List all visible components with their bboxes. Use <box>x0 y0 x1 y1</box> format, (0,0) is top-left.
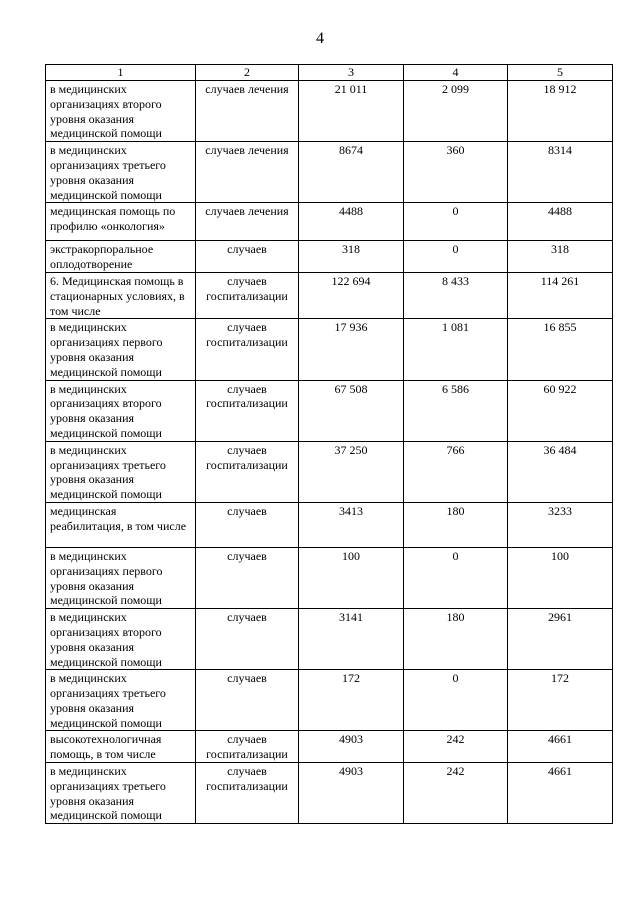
header-row <box>46 65 613 81</box>
row-value-col4: 242 <box>404 731 508 763</box>
row-unit-cell: случаев госпитализации <box>196 763 299 824</box>
row-name-cell: 6. Медицинская помощь в стационарных условиях, в том числе <box>46 272 196 318</box>
table-row <box>46 142 613 203</box>
row-value-col4: 8 433 <box>404 272 508 318</box>
row-unit-cell: случаев госпитализации <box>196 319 299 380</box>
row-name-cell: высокотехнологичная помощь, в том числе <box>46 731 196 763</box>
row-value-col4: 0 <box>404 670 508 731</box>
table-row <box>46 731 613 763</box>
table-row <box>46 81 613 142</box>
column-header-1: 1 <box>46 65 196 81</box>
row-name-cell: в медицинских организациях первого уровня оказания медицинской помощи <box>46 547 196 608</box>
table-row <box>46 272 613 318</box>
table-row <box>46 670 613 731</box>
table-row <box>46 380 613 441</box>
row-value-col4: 766 <box>404 441 508 502</box>
row-value-col4: 0 <box>404 203 508 241</box>
column-header-3: 3 <box>299 65 404 81</box>
column-header-4: 4 <box>404 65 508 81</box>
row-value-col5: 2961 <box>508 609 613 670</box>
row-value-col5: 36 484 <box>508 441 613 502</box>
row-value-col5: 4661 <box>508 763 613 824</box>
column-header-2: 2 <box>196 65 299 81</box>
row-name-cell: в медицинских организациях третьего уровня оказания медицинской помощи <box>46 670 196 731</box>
table-row <box>46 609 613 670</box>
row-value-col3: 4903 <box>299 763 404 824</box>
row-name-cell: в медицинских организациях второго уровня оказания медицинской помощи <box>46 81 196 142</box>
row-value-col5: 16 855 <box>508 319 613 380</box>
row-unit-cell: случаев госпитализации <box>196 731 299 763</box>
row-value-col5: 18 912 <box>508 81 613 142</box>
row-value-col5: 100 <box>508 547 613 608</box>
row-name-cell: экстракорпоральное оплодотворение <box>46 241 196 273</box>
table-row <box>46 502 613 547</box>
row-name-cell: в медицинских организациях третьего уровня оказания медицинской помощи <box>46 142 196 203</box>
row-unit-cell: случаев <box>196 502 299 547</box>
row-value-col4: 0 <box>404 547 508 608</box>
row-value-col4: 360 <box>404 142 508 203</box>
row-unit-cell: случаев <box>196 670 299 731</box>
row-value-col3: 37 250 <box>299 441 404 502</box>
row-value-col3: 3141 <box>299 609 404 670</box>
row-value-col3: 4488 <box>299 203 404 241</box>
row-unit-cell: случаев лечения <box>196 203 299 241</box>
data-table <box>45 64 613 824</box>
row-unit-cell: случаев госпитализации <box>196 441 299 502</box>
row-unit-cell: случаев <box>196 547 299 608</box>
row-value-col5: 8314 <box>508 142 613 203</box>
row-name-cell: в медицинских организациях второго уровня оказания медицинской помощи <box>46 380 196 441</box>
row-name-cell: медицинская реабилитация, в том числе <box>46 502 196 547</box>
row-value-col3: 318 <box>299 241 404 273</box>
table-body <box>46 81 613 824</box>
table-row <box>46 203 613 241</box>
row-name-cell: в медицинских организациях третьего уровня оказания медицинской помощи <box>46 763 196 824</box>
row-value-col3: 100 <box>299 547 404 608</box>
row-value-col3: 172 <box>299 670 404 731</box>
row-value-col4: 2 099 <box>404 81 508 142</box>
row-value-col3: 122 694 <box>299 272 404 318</box>
table-row <box>46 441 613 502</box>
row-value-col4: 242 <box>404 763 508 824</box>
row-value-col4: 180 <box>404 609 508 670</box>
row-value-col4: 180 <box>404 502 508 547</box>
row-value-col4: 0 <box>404 241 508 273</box>
row-value-col5: 114 261 <box>508 272 613 318</box>
row-value-col4: 1 081 <box>404 319 508 380</box>
row-value-col3: 21 011 <box>299 81 404 142</box>
row-value-col5: 3233 <box>508 502 613 547</box>
row-unit-cell: случаев лечения <box>196 81 299 142</box>
row-unit-cell: случаев <box>196 241 299 273</box>
table-row <box>46 241 613 273</box>
row-unit-cell: случаев <box>196 609 299 670</box>
row-name-cell: в медицинских организациях второго уровня оказания медицинской помощи <box>46 609 196 670</box>
row-value-col5: 60 922 <box>508 380 613 441</box>
table-row <box>46 763 613 824</box>
table-row <box>46 319 613 380</box>
row-unit-cell: случаев госпитализации <box>196 272 299 318</box>
column-header-5: 5 <box>508 65 613 81</box>
row-value-col5: 4488 <box>508 203 613 241</box>
row-unit-cell: случаев лечения <box>196 142 299 203</box>
row-name-cell: в медицинских организациях первого уровня оказания медицинской помощи <box>46 319 196 380</box>
row-value-col3: 8674 <box>299 142 404 203</box>
row-value-col5: 4661 <box>508 731 613 763</box>
row-value-col5: 318 <box>508 241 613 273</box>
row-unit-cell: случаев госпитализации <box>196 380 299 441</box>
row-value-col3: 3413 <box>299 502 404 547</box>
row-value-col3: 67 508 <box>299 380 404 441</box>
row-value-col4: 6 586 <box>404 380 508 441</box>
row-name-cell: в медицинских организациях третьего уровня оказания медицинской помощи <box>46 441 196 502</box>
row-value-col5: 172 <box>508 670 613 731</box>
table-row <box>46 547 613 608</box>
row-value-col3: 4903 <box>299 731 404 763</box>
page-number: 4 <box>316 30 324 47</box>
row-value-col3: 17 936 <box>299 319 404 380</box>
row-name-cell: медицинская помощь по профилю «онкология» <box>46 203 196 241</box>
